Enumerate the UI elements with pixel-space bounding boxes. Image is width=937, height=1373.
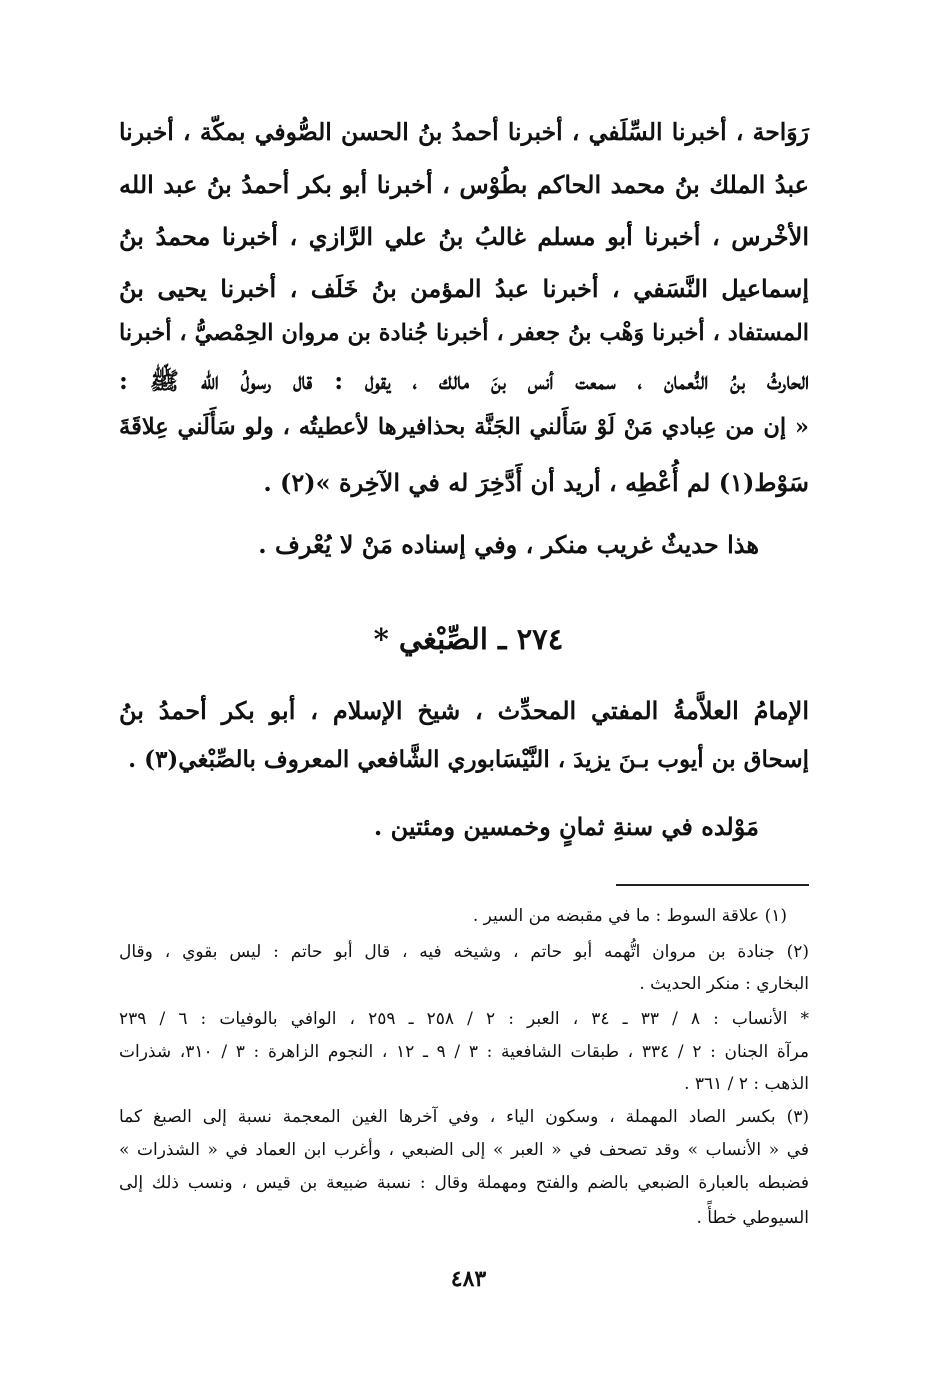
body-line-8: سَوْط(١) لم أُعْطِه ، أريد أن أَدَّخِرَ له في الآخِرة »(٢) . [263, 468, 809, 497]
biography-line-2: إسحاق بن أيوب بـنَ يزيدَ ، النَّيْسَابوري الشَّافعي المعروف بالصِّبْغي(٣) . [128, 746, 809, 773]
footnote-2-line-2: البخاري : منكر الحديث . [639, 974, 809, 994]
sources-line-3: الذهب : ٢ / ٣٦١ . [684, 1074, 809, 1094]
body-line-2: عبدُ الملك بنُ محمد الحاكم بطُوْس ، أخبرنا أبو بكر أحمدُ بنُ عبد الله [119, 170, 809, 199]
biography-line-1: الإمامُ العلاَّمةُ المفتي المحدِّث ، شيخ الإسلام ، أبو بكر أحمدُ بنُ [119, 696, 809, 725]
footnote-3-line-2: في « الأنساب » وقد تصحف في « العبر » إلى الضبعي ، وأغرب ابن العماد في « الشذرات » [119, 1140, 809, 1160]
page-number: ٤٨٣ [450, 1266, 487, 1292]
body-line-7: « إن من عِبادي مَنْ لَوْ سَأَلني الجَنَّة بحذافيرها لأعطيتُه ، ولو سَأَلَني عِلاقَةَ [119, 414, 809, 440]
footnote-1: (١) علاقة السوط : ما في مقبضه من السير . [472, 906, 787, 926]
birth-line: مَوْلده في سنةِ ثمانٍ وخمسين ومئتين . [373, 812, 759, 841]
footnote-3-line-1: (٣) بكسر الصاد المهملة ، وسكون الياء ، وفي آخرها الغين المعجمة نسبة إلى الصبغ كما [119, 1107, 809, 1127]
footnote-divider [616, 884, 809, 886]
sources-line-2: مرآة الجنان : ٢ / ٣٣٤ ، طبقات الشافعية : ٣ / ٩ ـ ١٢ ، النجوم الزاهرة : ٣ / ٣١٠، شذرات [119, 1042, 809, 1062]
body-line-5: المستفاد ، أخبرنا وَهْب بنُ جعفر ، أخبرنا جُنادة بن مروان الحِمْصيُّ ، أخبرنا [119, 320, 809, 346]
footnote-3-line-4: السيوطي خطأً . [696, 1208, 809, 1228]
footnote-2-line-1: (٢) جنادة بن مروان اتُّهمه أبو حاتم ، وشيخه فيه ، قال أبو حاتم : ليس بقوي ، وقال [119, 942, 809, 962]
body-line-6: الحارثُ بنُ النُّعمان ، سمعت أنس بنَ مالك ، يقول : قال رسولُ اللّه ﷺ : [119, 366, 809, 395]
body-line-3: الأخْرس ، أخبرنا أبو مسلم غالبُ بنُ علي الرَّازي ، أخبرنا محمدُ بنُ [119, 222, 809, 251]
hadith-grading-note: هذا حديثٌ غريب منكر ، وفي إسناده مَنْ لا يُعْرف . [258, 530, 759, 559]
body-line-1: رَوَاحة ، أخبرنا السِّلَفي ، أخبرنا أحمدُ بنُ الحسن الصُّوفي بمكّة ، أخبرنا [119, 118, 809, 146]
section-heading: ٢٧٤ ـ الصِّبْغي * [373, 622, 564, 656]
footnote-3-line-3: فضبطه بالعبارة الضبعي بالضم والفتح ومهملة وقال : نسبة ضبيعة بن قيس ، ونسب ذلك إلى [119, 1173, 809, 1193]
sources-line-1: * الأنساب : ٨ / ٣٣ ـ ٣٤ ، العبر : ٢ / ٢٥٨ ـ ٢٥٩ ، الوافي بالوفيات : ٦ / ٢٣٩ [119, 1009, 810, 1029]
body-line-4: إسماعيل النَّسَفي ، أخبرنا عبدُ المؤمن بنُ خَلَف ، أخبرنا يحيى بنُ [119, 274, 809, 303]
